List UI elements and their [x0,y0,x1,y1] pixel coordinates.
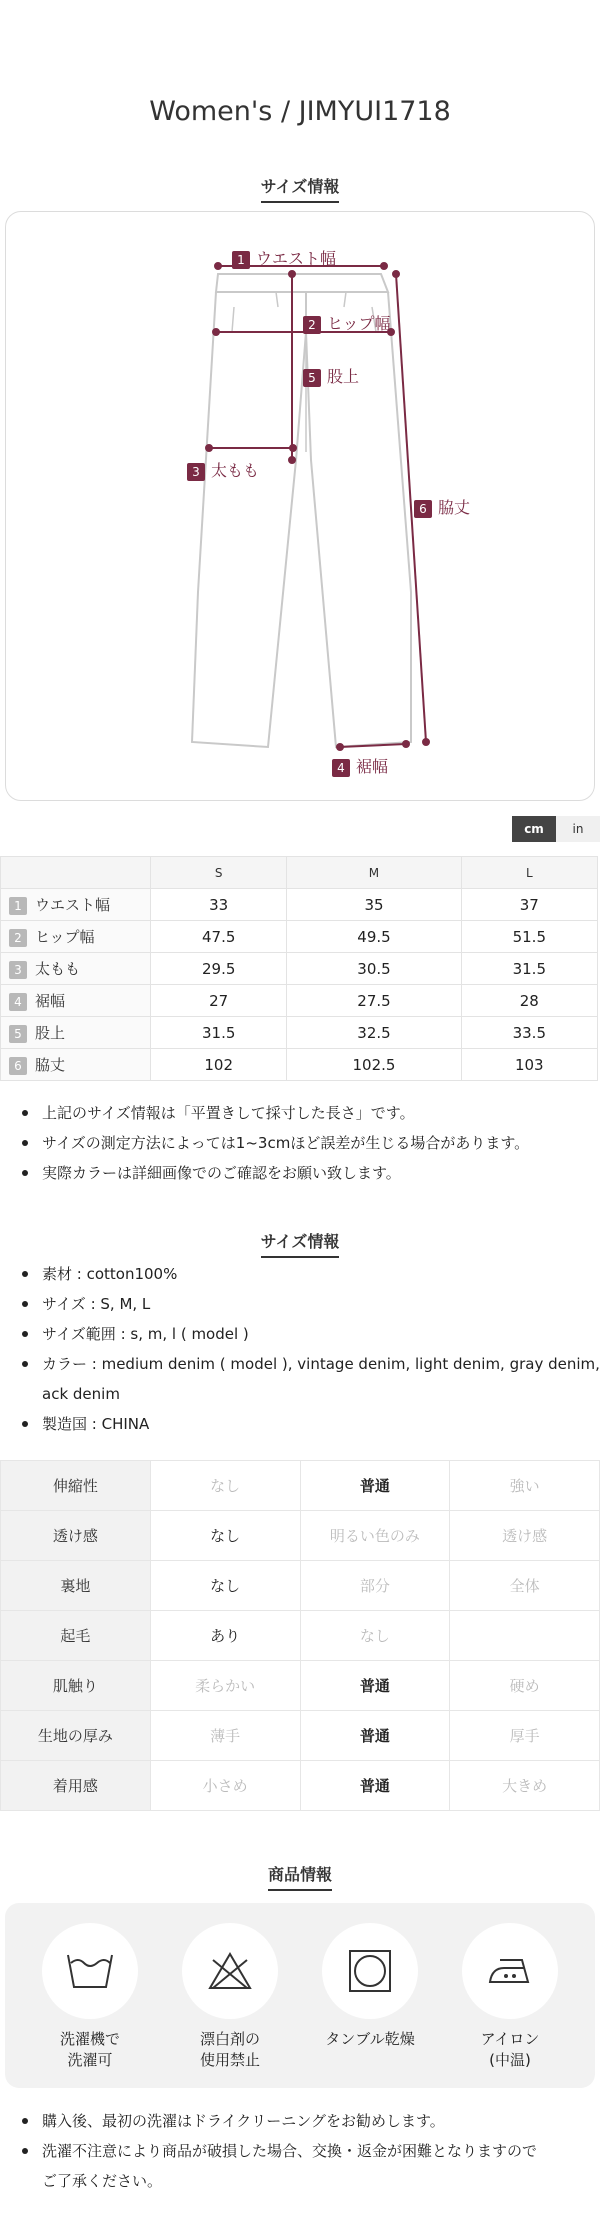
table-cell: 29.5 [151,953,287,985]
fabric-option: 柔らかい [150,1661,300,1711]
diagram-label-thigh: 3 太もも [187,458,259,481]
fabric-option: 薄手 [150,1711,300,1761]
size-table-header [1,857,598,889]
table-cell: 102 [151,1049,287,1081]
size-table [0,856,598,1081]
care-label: 漂白剤の 使用禁止 [199,2030,260,2069]
fabric-row-label: 着用感 [1,1761,151,1811]
fabric-option: 硬め [450,1661,600,1711]
table-row [1,1711,600,1761]
fabric-option: 部分 [300,1561,450,1611]
care-label: タンブル乾燥 [325,2030,415,2048]
care-label: 洗濯機で 洗濯可 [59,2030,120,2069]
list-item: 製造国 : CHINA [22,1409,600,1439]
table-cell: 31.5 [151,1017,287,1049]
fabric-option: なし [150,1511,300,1561]
care-label: アイロン (中温) [480,2030,540,2069]
size-info-heading: サイズ情報 [0,174,600,203]
washing-machine-icon [65,1949,115,1993]
table-cell: 102.5 [287,1049,461,1081]
table-cell: 31.5 [461,953,597,985]
table-cell: 47.5 [151,921,287,953]
table-cell: 103 [461,1049,597,1081]
table-cell: 51.5 [461,921,597,953]
size-col-m: M [287,857,461,889]
size-diagram [5,211,595,801]
diagram-label-hip: 2 ヒップ幅 [303,311,391,334]
table-row [1,1761,600,1811]
table-row [1,1049,598,1081]
list-item-continuation: ご了承ください。 [42,2172,163,2190]
care-item-iron [450,1923,570,2071]
table-row [1,1511,600,1561]
list-item: カラー : medium denim ( model ), vintage denim, light denim, gray denim, [22,1349,600,1379]
page-title: Women's / JIMYUI1718 [149,96,451,127]
unit-toggle [512,816,600,842]
fabric-option: あり [150,1611,300,1661]
unit-cm-button[interactable]: cm [512,816,556,842]
table-cell: 37 [461,889,597,921]
fabric-option: 普通 [300,1661,450,1711]
table-cell: 33.5 [461,1017,597,1049]
table-row [1,1661,600,1711]
fabric-table [0,1460,600,1811]
list-item: サイズの測定方法によっては1~3cmほど誤差が生じる場合があります。 [22,1128,529,1158]
table-cell: 33 [151,889,287,921]
care-item-wash [30,1923,150,2071]
fabric-option: なし [150,1461,300,1511]
fabric-option: 透け感 [450,1511,600,1561]
fabric-row-label: 肌触り [1,1661,151,1711]
pants-diagram-svg [6,212,596,802]
fabric-row-label: 起毛 [1,1611,151,1661]
table-row [1,1611,600,1661]
table-cell: 28 [461,985,597,1017]
diagram-label-hem: 4 裾幅 [332,754,388,777]
no-bleach-icon [207,1950,253,1992]
list-item: 実際カラーは詳細画像でのご確認をお願い致します。 [22,1158,529,1188]
spec-heading: サイズ情報 [0,1229,600,1258]
table-cell: 30.5 [287,953,461,985]
fabric-option: 強い [450,1461,600,1511]
size-table-corner [1,857,151,889]
fabric-row-label: 伸縮性 [1,1461,151,1511]
care-notes [22,2106,537,2196]
fabric-option: 厚手 [450,1711,600,1761]
fabric-option: 小さめ [150,1761,300,1811]
row-label: 2 ヒップ幅 [1,921,151,953]
fabric-option: 大きめ [450,1761,600,1811]
row-label: 1 ウエスト幅 [1,889,151,921]
fabric-option: なし [300,1611,450,1661]
list-item: サイズ範囲 : s, m, l ( model ) [22,1319,600,1349]
size-col-l: L [461,857,597,889]
list-item: サイズ : S, M, L [22,1289,600,1319]
diagram-label-waist: 1 ウエスト幅 [232,246,336,269]
list-item: 上記のサイズ情報は「平置きして採寸した長さ」です。 [22,1098,529,1128]
table-row [1,1017,598,1049]
row-label: 3 太もも [1,953,151,985]
table-row [1,953,598,985]
care-panel [5,1903,595,2088]
row-label: 5 股上 [1,1017,151,1049]
list-item: 素材 : cotton100% [22,1259,600,1289]
tumble-dry-icon [347,1948,393,1994]
table-cell: 27.5 [287,985,461,1017]
spec-list [22,1259,600,1439]
care-item-dry [310,1923,430,2050]
table-cell: 35 [287,889,461,921]
table-row [1,921,598,953]
fabric-row-label: 生地の厚み [1,1711,151,1761]
table-cell: 49.5 [287,921,461,953]
pants-outline [192,274,411,747]
table-row [1,889,598,921]
list-item-continuation: ack denim [42,1385,120,1403]
iron-medium-icon [486,1954,534,1988]
fabric-option: 普通 [300,1461,450,1511]
fabric-option: 普通 [300,1711,450,1761]
unit-in-button[interactable]: in [556,816,600,842]
diagram-label-rise: 5 股上 [303,364,359,387]
fabric-option: 明るい色のみ [300,1511,450,1561]
row-label: 4 裾幅 [1,985,151,1017]
list-item: 購入後、最初の洗濯はドライクリーニングをお勧めします。 [22,2106,537,2136]
table-cell: 32.5 [287,1017,461,1049]
fabric-row-label: 透け感 [1,1511,151,1561]
fabric-option: 全体 [450,1561,600,1611]
diagram-label-outseam: 6 脇丈 [414,495,470,518]
fabric-option: なし [150,1561,300,1611]
list-item: 洗濯不注意により商品が破損した場合、交換・返金が困難となりますので [22,2136,537,2166]
size-col-s: S [151,857,287,889]
table-row [1,1461,600,1511]
fabric-option [450,1611,600,1661]
size-notes [22,1098,529,1188]
table-cell: 27 [151,985,287,1017]
table-row [1,1561,600,1611]
table-row [1,985,598,1017]
fabric-row-label: 裏地 [1,1561,151,1611]
measure-lines [206,263,429,750]
fabric-option: 普通 [300,1761,450,1811]
row-label: 6 脇丈 [1,1049,151,1081]
care-item-bleach [170,1923,290,2071]
product-info-heading: 商品情報 [0,1862,600,1891]
